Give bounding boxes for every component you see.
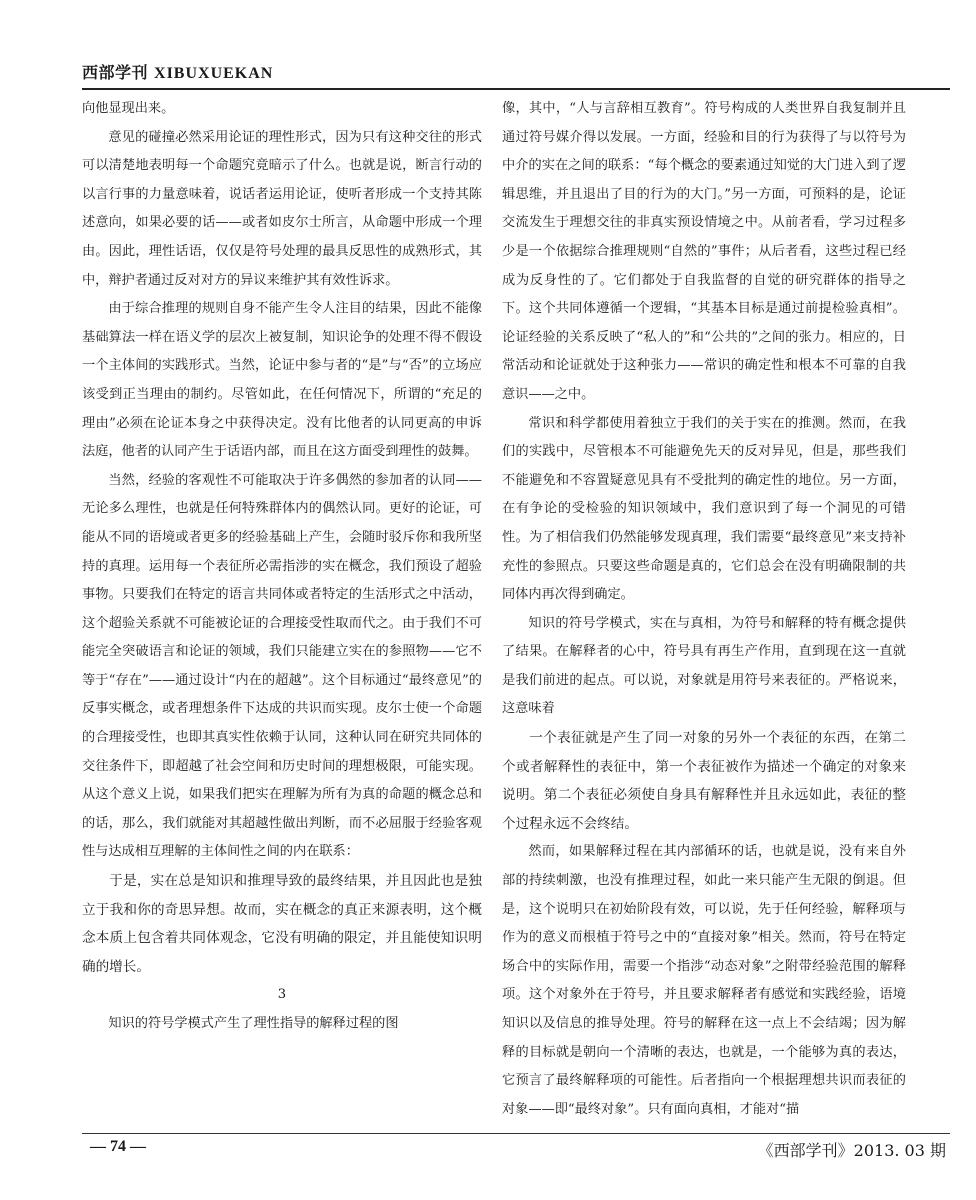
body-paragraph: 由于综合推理的规则自身不能产生令人注目的结果，因此不能像基础算法一样在语义学的层次上被复制，知识论争的处理不得不假设一个主体间的实践形式。当然，论证中参与者的“是”与“否”的立场应该受到正当理由的制约。尽管如此，在任何情况下，所谓的“充足的理由”必须在论证本身之中获得决定。没有比他者的认同更高的申诉法庭，他者的认同产生于话语内部，而且在这方面受到理性的鼓舞。 (82, 301, 482, 460)
page-number: — 74 — (90, 1138, 146, 1155)
left-column (82, 95, 482, 1039)
body-paragraph: 当然，经验的客观性不可能取决于许多偶然的参加者的认同——无论多么理性，也就是任何特殊群体内的偶然认同。更好的论证，可能从不同的语境或者更多的经验基础上产生，会随时驳斥你和我所坚持的真理。运用每一个表征所必需指涉的实在概念，我们预设了超验事物。只要我们在特定的语言共同体或者特定的生活形式之中活动，这个超验关系就不可能被论证的合理接受性取而代之。由于我们不可能完全突破语言和论证的领域，我们只能建立实在的参照物——它不等于“存在”——通过设计“内在的超越”。这个目标通过“最终意见”的反事实概念，或者理想条件下达成的共识而实现。皮尔士使一个命题的合理接受性，也即其真实性依赖于认同，这种认同在研究共同体的交往条件下，即超越了社会空间和历史时间的理想极限，可能实现。从这个意义上说，如果我们把实在理解为所有为真的命题的概念总和的话，那么，我们就能对其超越性做出判断，而不必屈服于经验客观性与达成相互理解的主体间性之间的内在联系： (82, 472, 482, 860)
body-paragraph: 向他显现出来。 (82, 101, 175, 116)
running-header (82, 60, 950, 86)
body-paragraph: 意见的碰撞必然采用论证的理性形式，因为只有这种交往的形式可以清楚地表明每一个命题究竟暗示了什么。也就是说，断言行动的以言行事的力量意味着，说话者运用论证，使听者形成一个支持其陈述意向，如果必要的话——或者如皮尔士所言，从命题中形成一个理由。因此，理性话语，仅仅是符号处理的最具反思性的成熟形式，其中，辩护者通过反对对方的异议来维护其有效性诉求。 (82, 129, 482, 288)
footer-journal-issue: 《西部学刊》2013. 03 期 (757, 1141, 946, 1160)
journal-header-title (82, 60, 273, 83)
body-paragraph: 然而，如果解释过程在其内部循环的话，也就是说，没有来自外部的持续刺激，也没有推理过程，如此一来只能产生无限的倒退。但是，这个说明只在初始阶段有效，可以说，先于任何经验，解释项与作为的意义而根植于符号之中的“直接对象”相关。然而，符号在特定场合中的实际作用，需要一个指涉“动态对象”之附带经验范围的解释项。这个对象外在于符号，并且要求解释者有感觉和实践经验，语境知识以及信息的推导处理。符号的解释在这一点上不会结竭；因为解释的目标就是朝向一个清晰的表达，也就是，一个能够为真的表达，它预言了最终解释项的可能性。后者指向一个根据理想共识而表征的对象——即“最终对象”。只有面向真相，才能对“描 (502, 844, 906, 1117)
block-quote: 一个表征就是产生了同一对象的另外一个表征的东西，在第二个或者解释性的表征中，第一个表征被作为描述一个确定的对象来说明。第二个表征必须使自身具有解释性并且永远如此，表征的整个过程永远不会终结。 (502, 730, 906, 832)
section-number: 3 (277, 987, 287, 1003)
body-paragraph: 知识的符号学模式，实在与真相，为符号和解释的特有概念提供了结果。在解释者的心中，符号具有再生产作用，直到现在这一直就是我们前进的起点。可以说，对象就是用符号来表征的。严格说来，这意味着 (502, 615, 906, 717)
body-paragraph: 知识的符号学模式产生了理性指导的解释过程的图 (108, 1016, 399, 1031)
body-paragraph: 像，其中，“人与言辞相互教育”。符号构成的人类世界自我复制并且通过符号媒介得以发展。一方面，经验和目的行为获得了与以符号为中介的实在之间的联系：“每个概念的要素通过知觉的大门进入到了逻辑思维，并且退出了目的行为的大门。”另一方面，可预料的是，论证交流发生于理想交往的非真实预设情境之中。从前者看，学习过程多少是一个依据综合推理规则“自然的”事件；从后者看，这些过程已经成为反身性的了。它们都处于自我监督的自觉的研究群体的指导之下。这个共同体遵循一个逻辑，“其基本目标是通过前提检验真相”。论证经验的关系反映了“私人的”和“公共的”之间的张力。相应的，日常活动和论证就处于这种张力——常识的确定性和根本不可靠的自我意识——之中。 (502, 101, 906, 402)
block-quote: 于是，实在总是知识和推理导致的最终结果，并且因此也是独立于我和你的奇思异想。故而，实在概念的真正来源表明，这个概念本质上包含着共同体观念，它没有明确的限定，并且能使知识明确的增长。 (82, 873, 482, 975)
header-title-latin: XIBUXUEKAN (154, 65, 274, 82)
header-title-cn: 西部学刊 (82, 63, 149, 82)
right-column (502, 95, 906, 1124)
footer-rule (82, 1133, 950, 1134)
header-rule (82, 88, 950, 90)
body-paragraph: 常识和科学都使用着独立于我们的关于实在的推测。然而，在我们的实践中，尽管根本不可能避免先天的反对异见，但是，那些我们不能避免和不容置疑意见具有不受批判的确定性的地位。另一方面，在有争论的受检验的知识领域中，我们意识到了每一个洞见的可错性。为了相信我们仍然能够发现真理，我们需要“最终意见”来支持补充性的参照点。只要这些命题是真的，它们总会在没有明确限制的共同体内再次得到确定。 (502, 415, 906, 603)
